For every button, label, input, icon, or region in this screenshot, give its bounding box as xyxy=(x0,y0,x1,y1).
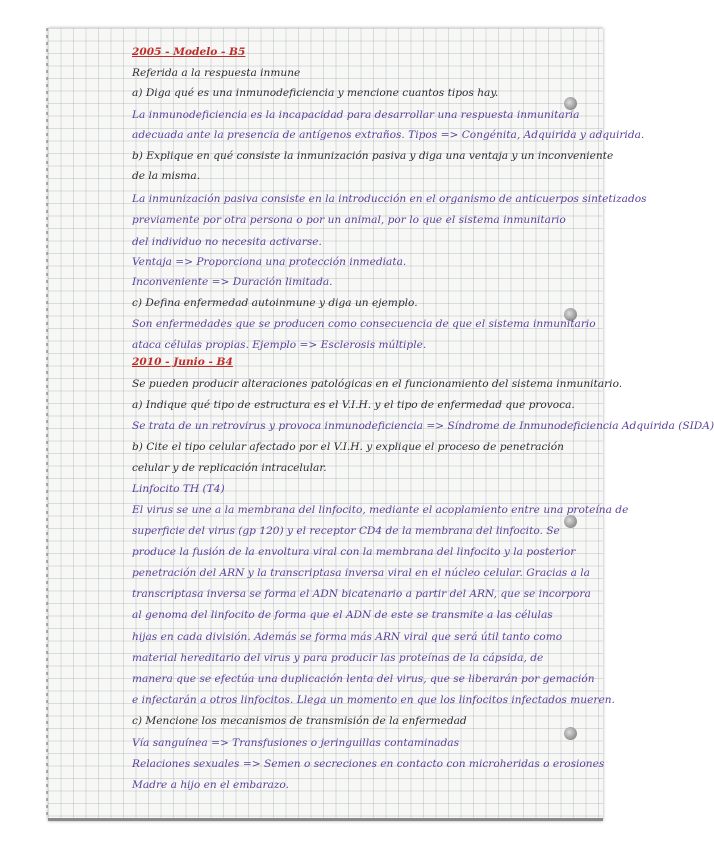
answer-line: e infectarán a otros linfocitos. Llega un momento en que los linfocitos infectados mueren. xyxy=(132,694,615,706)
question-line: b) Explique en qué consiste la inmunización pasiva y diga una ventaja y un inconveniente xyxy=(132,150,614,162)
question-line: de la misma. xyxy=(132,170,201,182)
answer-line: Linfocito TH (T4) xyxy=(132,483,225,495)
answer-line: produce la fusión de la envoltura viral con la membrana del linfocito y la posterior xyxy=(132,546,576,558)
question-line: Se pueden producir alteraciones patológicas en el funcionamiento del sistema inmunitario. xyxy=(132,378,623,390)
answer-line: manera que se efectúa una duplicación lenta del virus, que se liberarán por gemación xyxy=(132,673,595,685)
question-line: Referida a la respuesta inmune xyxy=(132,67,301,79)
answer-line: Inconveniente => Duración limitada. xyxy=(132,276,333,288)
question-line: c) Mencione los mecanismos de transmisión de la enfermedad xyxy=(132,715,467,727)
answer-line: Vía sanguínea => Transfusiones o jeringuillas contaminadas xyxy=(132,737,460,749)
answer-line: previamente por otra persona o por un animal, por lo que el sistema inmunitario xyxy=(132,214,566,226)
answer-line: transcriptasa inversa se forma el ADN bicatenario a partir del ARN, que se incorpora xyxy=(132,588,591,600)
answer-line: El virus se une a la membrana del linfocito, mediante el acoplamiento entre una proteína de xyxy=(132,504,629,516)
question-line: celular y de replicación intracelular. xyxy=(132,462,327,474)
question-line: b) Cite el tipo celular afectado por el V.I.H. y explique el proceso de penetración xyxy=(132,441,565,453)
question-line: c) Defina enfermedad autoinmune y diga un ejemplo. xyxy=(132,297,418,309)
answer-line: del individuo no necesita activarse. xyxy=(132,236,322,248)
answer-line: hijas en cada división. Además se forma más ARN viral que será útil tanto como xyxy=(132,631,563,643)
answer-line: penetración del ARN y la transcriptasa inversa viral en el núcleo celular. Gracias a la xyxy=(132,567,590,579)
answer-line: al genoma del linfocito de forma que el ADN de este se transmite a las células xyxy=(132,609,553,621)
section-heading: 2010 - Junio - B4 xyxy=(132,356,233,368)
answer-line: La inmunodeficiencia es la incapacidad para desarrollar una respuesta inmunitaria xyxy=(132,109,580,121)
answer-line: Relaciones sexuales => Semen o secreciones en contacto con microheridas o erosiones xyxy=(132,758,605,770)
answer-line: adecuada ante la presencia de antígenos extraños. Tipos => Congénita, Adquirida y adquirida. xyxy=(132,129,645,141)
question-line: a) Diga qué es una inmunodeficiencia y mencione cuantos tipos hay. xyxy=(132,87,499,99)
answer-line: La inmunización pasiva consiste en la introducción en el organismo de anticuerpos sintetizados xyxy=(132,193,647,205)
answer-line: Madre a hijo en el embarazo. xyxy=(132,779,289,791)
answer-line: Se trata de un retrovirus y provoca inmunodeficiencia => Síndrome de Inmunodeficiencia Adquirida (SIDA) xyxy=(132,420,714,432)
section-heading: 2005 - Modelo - B5 xyxy=(132,46,246,58)
answer-line: Ventaja => Proporciona una protección inmediata. xyxy=(132,256,407,268)
answer-line: material hereditario del virus y para producir las proteínas de la cápsida, de xyxy=(132,652,544,664)
answer-line: ataca células propias. Ejemplo => Esclerosis múltiple. xyxy=(132,339,427,351)
question-line: a) Indique qué tipo de estructura es el V.I.H. y el tipo de enfermedad que provoca. xyxy=(132,399,575,411)
answer-line: Son enfermedades que se producen como consecuencia de que el sistema inmunitario xyxy=(132,318,596,330)
answer-line: superficie del virus (gp 120) y el receptor CD4 de la membrana del linfocito. Se xyxy=(132,525,560,537)
